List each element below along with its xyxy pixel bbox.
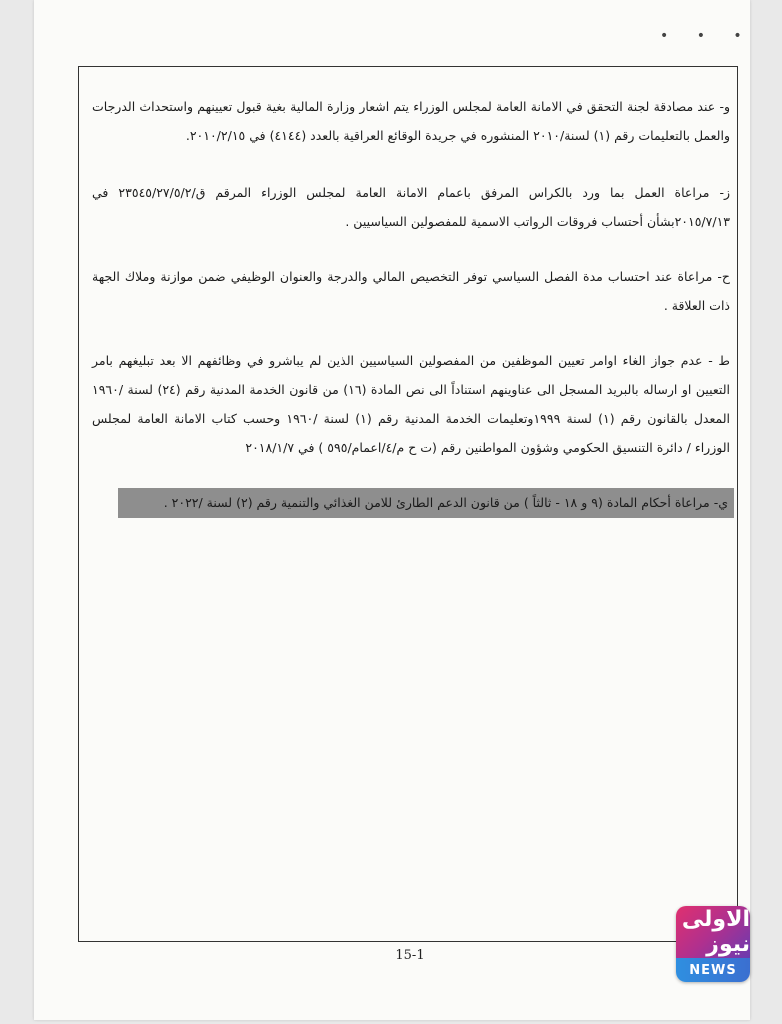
paragraph-waw: و- عند مصادقة لجنة التحقق في الامانة العامة لمجلس الوزراء يتم اشعار وزارة المالية بغية قبول تعيينهم واستحداث الدرجات والعمل بالتعليمات رقم (١) لسنة/٢٠١٠ المنشوره في جريدة الوقائع العراقية بالعدد (٤١٤٤) في ٢٠١٠/٢/١٥. [92,99,730,143]
paragraph-zay: ز- مراعاة العمل بما ورد بالكراس المرفق باعمام الامانة العامة لمجلس الوزراء المرقم ق/٢٣٥٤٥/٢٧/٥/٢ في ٢٠١٥/٧/١٣بشأن أحتساب فروقات الرواتب الاسمية للمفصولين السياسيين . [92,185,730,229]
logo-news-text: NEWS [676,958,750,982]
logo-arabic-text: الاولى نيوز [676,906,750,958]
paragraph-ha: ح- مراعاة عند احتساب مدة الفصل السياسي توفر التخصيص المالي والدرجة والعنوان الوظيفي ضمن موازنة وملاك الجهة ذات العلاقة . [92,269,730,313]
paragraph-ya-highlighted: ي- مراعاة أحكام المادة (٩ و ١٨ - ثالثاً ) من قانون الدعم الطارئ للامن الغذائي والتنمية رقم (٢) لسنة /٢٠٢٢ . [118,488,734,518]
page-number: 15-1 [395,948,425,963]
header-dots: • • • [660,28,754,44]
news-logo-watermark [676,906,750,982]
paragraph-ta: ط - عدم جواز الغاء اوامر تعيين الموظفين من المفصولين السياسيين الذين لم يباشرو في وظائفهم الا بعد تبليغهم بامر التعيين او ارساله بالبريد المسجل الى عناوينهم استناداً الى نص المادة (١٦) من قانون الخدمة المدنية رقم (٢٤) لسنة /١٩٦٠ المعدل بالقانون رقم (١) لسنة ١٩٩٩وتعليمات الخدمة المدنية رقم (١) لسنة /١٩٦٠ وحسب كتاب الامانة العامة لمجلس الوزراء / دائرة التنسيق الحكومي وشؤون المواطنين رقم (ت ح م/٤/اعمام/٥٩٥ ) في ٢٠١٨/١/٧ [92,353,730,455]
